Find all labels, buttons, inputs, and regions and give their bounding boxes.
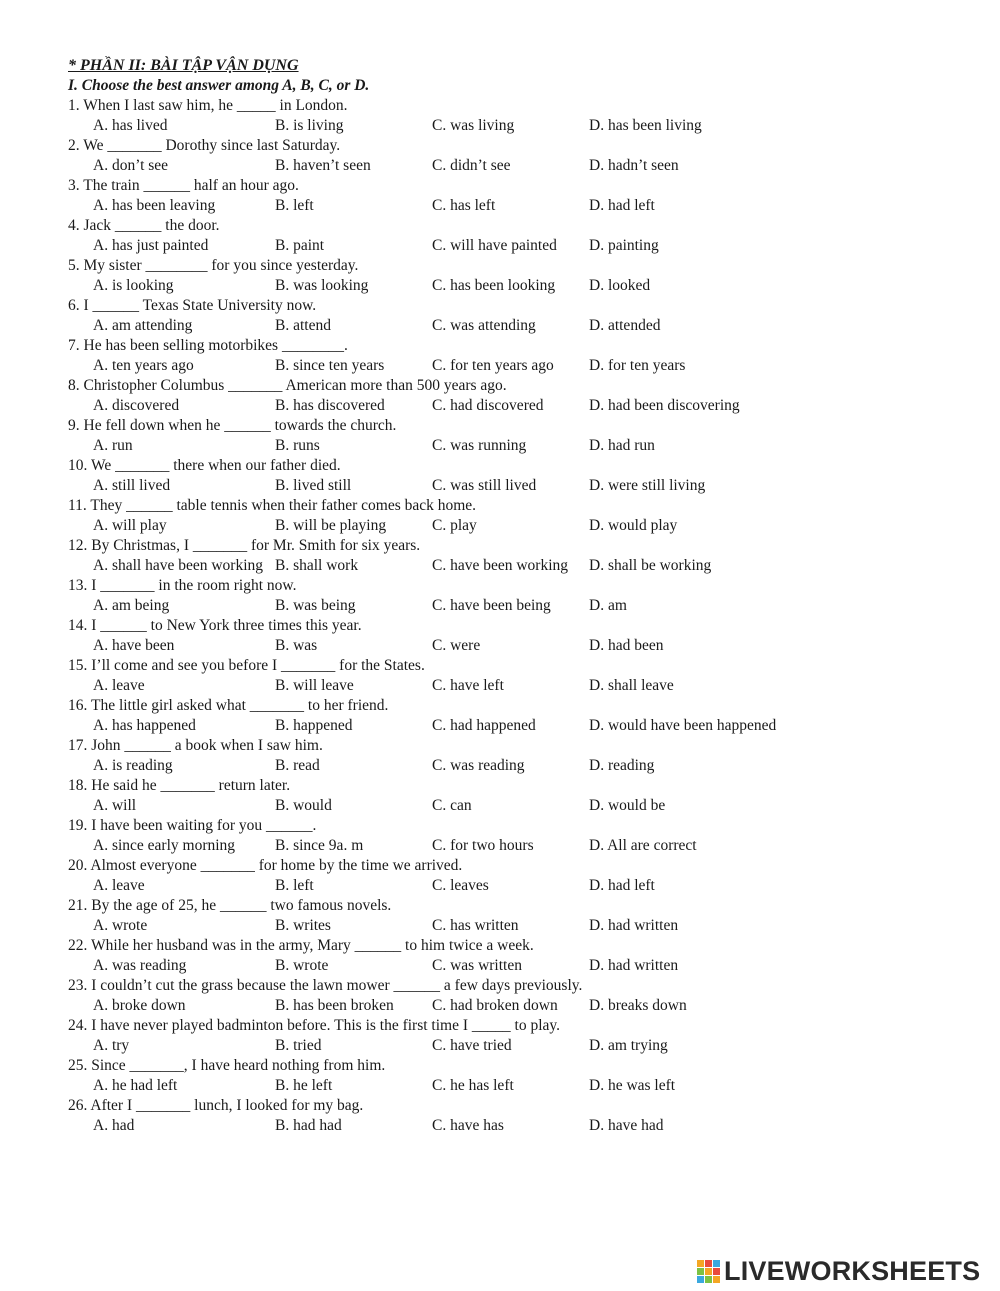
answer-options xyxy=(68,796,968,816)
option-d[interactable]: D. had been xyxy=(589,637,664,654)
option-a[interactable]: A. leave xyxy=(93,877,145,894)
question-4 xyxy=(68,216,968,256)
logo-square xyxy=(713,1260,720,1267)
option-a[interactable]: A. will xyxy=(93,797,137,814)
option-c[interactable]: C. for two hours xyxy=(432,837,534,854)
question-17 xyxy=(68,736,968,776)
logo-text: LIVEWORKSHEETS xyxy=(724,1255,981,1286)
option-d[interactable]: D. shall be working xyxy=(589,557,712,574)
option-a[interactable]: A. will play xyxy=(93,517,167,534)
logo-square xyxy=(713,1276,720,1283)
option-d[interactable]: D. All are correct xyxy=(589,837,697,854)
option-d[interactable]: D. had been discovering xyxy=(589,397,740,414)
option-c[interactable]: C. was reading xyxy=(432,757,525,774)
option-d[interactable]: D. had run xyxy=(589,437,655,454)
option-b[interactable]: B. he left xyxy=(275,1077,333,1094)
question-11 xyxy=(68,496,968,536)
question-stem: 11. They ______ table tennis when their father comes back home. xyxy=(68,497,477,514)
option-a[interactable]: A. still lived xyxy=(93,477,171,494)
option-d[interactable]: D. have had xyxy=(589,1117,664,1134)
option-c[interactable]: C. had broken down xyxy=(432,997,558,1014)
question-stem: 14. I ______ to New York three times this year. xyxy=(68,617,362,634)
option-a[interactable]: A. is reading xyxy=(93,757,173,774)
option-a[interactable]: A. had xyxy=(93,1117,135,1134)
question-26 xyxy=(68,1096,968,1136)
question-stem: 5. My sister ________ for you since yesterday. xyxy=(68,257,359,274)
logo-square xyxy=(705,1276,712,1283)
question-16 xyxy=(68,696,968,736)
question-stem: 1. When I last saw him, he _____ in London. xyxy=(68,97,348,114)
answer-options xyxy=(68,396,968,416)
option-b[interactable]: B. was looking xyxy=(275,277,369,294)
answer-options xyxy=(68,996,968,1016)
question-stem: 13. I _______ in the room right now. xyxy=(68,577,297,594)
option-c[interactable]: C. had happened xyxy=(432,717,536,734)
question-list xyxy=(68,96,968,1136)
answer-options xyxy=(68,756,968,776)
liveworksheets-logo-icon xyxy=(697,1260,720,1283)
answer-options xyxy=(68,156,968,176)
answer-options xyxy=(68,676,968,696)
option-d[interactable]: D. would play xyxy=(589,517,678,534)
option-c[interactable]: C. were xyxy=(432,637,481,654)
question-15 xyxy=(68,656,968,696)
question-stem: 22. While her husband was in the army, Mary ______ to him twice a week. xyxy=(68,937,534,954)
option-b[interactable]: B. has been broken xyxy=(275,997,394,1014)
answer-options xyxy=(68,596,968,616)
option-c[interactable]: C. for ten years ago xyxy=(432,357,554,374)
question-12 xyxy=(68,536,968,576)
option-a[interactable]: A. am attending xyxy=(93,317,193,334)
question-13 xyxy=(68,576,968,616)
option-c[interactable]: C. was living xyxy=(432,117,515,134)
option-d[interactable]: D. looked xyxy=(589,277,651,294)
answer-options xyxy=(68,316,968,336)
option-a[interactable]: A. run xyxy=(93,437,133,454)
option-a[interactable]: A. has just painted xyxy=(93,237,209,254)
question-stem: 17. John ______ a book when I saw him. xyxy=(68,737,323,754)
answer-options xyxy=(68,356,968,376)
section-heading: * PHẦN II: BÀI TẬP VẬN DỤNG xyxy=(68,57,299,74)
worksheet-page xyxy=(68,56,968,1136)
question-stem: 3. The train ______ half an hour ago. xyxy=(68,177,299,194)
option-d[interactable]: D. would have been happened xyxy=(589,717,777,734)
logo-square xyxy=(705,1268,712,1275)
question-22 xyxy=(68,936,968,976)
option-d[interactable]: D. had left xyxy=(589,197,655,214)
option-d[interactable]: D. painting xyxy=(589,237,659,254)
question-stem: 25. Since _______, I have heard nothing from him. xyxy=(68,1057,386,1074)
question-stem: 9. He fell down when he ______ towards the church. xyxy=(68,417,397,434)
question-7 xyxy=(68,336,968,376)
option-a[interactable]: A. shall have been working xyxy=(93,557,264,574)
option-b[interactable]: B. had had xyxy=(275,1117,342,1134)
option-b[interactable]: B. writes xyxy=(275,917,331,934)
option-d[interactable]: D. would be xyxy=(589,797,666,814)
option-b[interactable]: B. will be playing xyxy=(275,517,387,534)
question-24 xyxy=(68,1016,968,1056)
option-c[interactable]: C. leaves xyxy=(432,877,489,894)
option-a[interactable]: A. wrote xyxy=(93,917,148,934)
question-stem: 26. After I _______ lunch, I looked for my bag. xyxy=(68,1097,364,1114)
option-b[interactable]: B. since 9a. m xyxy=(275,837,364,854)
question-stem: 8. Christopher Columbus _______ American more than 500 years ago. xyxy=(68,377,507,394)
option-b[interactable]: B. left xyxy=(275,877,314,894)
option-c[interactable]: C. has left xyxy=(432,197,496,214)
option-c[interactable]: C. have been working xyxy=(432,557,569,574)
option-c[interactable]: C. have has xyxy=(432,1117,504,1134)
answer-options xyxy=(68,196,968,216)
option-b[interactable]: B. will leave xyxy=(275,677,354,694)
question-stem: 7. He has been selling motorbikes ________. xyxy=(68,337,348,354)
option-c[interactable]: C. have been being xyxy=(432,597,551,614)
option-c[interactable]: C. has been looking xyxy=(432,277,556,294)
option-d[interactable]: D. had written xyxy=(589,957,679,974)
logo-square xyxy=(705,1260,712,1267)
answer-options xyxy=(68,516,968,536)
logo-square xyxy=(697,1260,704,1267)
answer-options xyxy=(68,276,968,296)
question-6 xyxy=(68,296,968,336)
option-b[interactable]: B. was xyxy=(275,637,318,654)
option-a[interactable]: A. since early morning xyxy=(93,837,236,854)
option-c[interactable]: C. can xyxy=(432,797,472,814)
question-stem: 19. I have been waiting for you ______. xyxy=(68,817,317,834)
option-b[interactable]: B. attend xyxy=(275,317,331,334)
option-a[interactable]: A. try xyxy=(93,1037,130,1054)
logo-square xyxy=(697,1268,704,1275)
option-d[interactable]: D. were still living xyxy=(589,477,706,494)
option-a[interactable]: A. is looking xyxy=(93,277,174,294)
option-b[interactable]: B. left xyxy=(275,197,314,214)
option-b[interactable]: B. wrote xyxy=(275,957,329,974)
option-b[interactable]: B. lived still xyxy=(275,477,352,494)
option-a[interactable]: A. was reading xyxy=(93,957,187,974)
option-c[interactable]: C. was written xyxy=(432,957,522,974)
option-a[interactable]: A. am being xyxy=(93,597,170,614)
answer-options xyxy=(68,436,968,456)
question-21 xyxy=(68,896,968,936)
option-b[interactable]: B. haven’t seen xyxy=(275,157,371,174)
question-9 xyxy=(68,416,968,456)
question-20 xyxy=(68,856,968,896)
question-stem: 21. By the age of 25, he ______ two famous novels. xyxy=(68,897,392,914)
option-c[interactable]: C. was attending xyxy=(432,317,536,334)
option-d[interactable]: D. am xyxy=(589,597,627,614)
answer-options xyxy=(68,956,968,976)
answer-options xyxy=(68,876,968,896)
question-stem: 10. We _______ there when our father died. xyxy=(68,457,341,474)
question-23 xyxy=(68,976,968,1016)
question-1 xyxy=(68,96,968,136)
option-d[interactable]: D. had written xyxy=(589,917,679,934)
question-stem: 18. He said he _______ return later. xyxy=(68,777,291,794)
answer-options xyxy=(68,716,968,736)
option-c[interactable]: C. he has left xyxy=(432,1077,514,1094)
liveworksheets-logo xyxy=(697,1256,980,1286)
question-3 xyxy=(68,176,968,216)
option-d[interactable]: D. had left xyxy=(589,877,655,894)
question-25 xyxy=(68,1056,968,1096)
option-b[interactable]: B. happened xyxy=(275,717,353,734)
answer-options xyxy=(68,916,968,936)
question-5 xyxy=(68,256,968,296)
answer-options xyxy=(68,836,968,856)
answer-options xyxy=(68,556,968,576)
option-a[interactable]: A. has been leaving xyxy=(93,197,216,214)
option-a[interactable]: A. leave xyxy=(93,677,145,694)
option-a[interactable]: A. discovered xyxy=(93,397,180,414)
question-stem: 12. By Christmas, I _______ for Mr. Smith for six years. xyxy=(68,537,421,554)
answer-options xyxy=(68,636,968,656)
answer-options xyxy=(68,236,968,256)
option-b[interactable]: B. paint xyxy=(275,237,325,254)
option-b[interactable]: B. is living xyxy=(275,117,344,134)
option-d[interactable]: D. am trying xyxy=(589,1037,668,1054)
question-10 xyxy=(68,456,968,496)
question-stem: 2. We _______ Dorothy since last Saturday. xyxy=(68,137,341,154)
option-b[interactable]: B. runs xyxy=(275,437,320,454)
option-c[interactable]: C. has written xyxy=(432,917,519,934)
option-a[interactable]: A. has happened xyxy=(93,717,196,734)
option-d[interactable]: D. hadn’t seen xyxy=(589,157,679,174)
option-c[interactable]: C. didn’t see xyxy=(432,157,511,174)
question-stem: 24. I have never played badminton before. This is the first time I _____ to play. xyxy=(68,1017,561,1034)
question-19 xyxy=(68,816,968,856)
option-d[interactable]: D. has been living xyxy=(589,117,702,134)
option-a[interactable]: A. don’t see xyxy=(93,157,169,174)
question-stem: 16. The little girl asked what _______ to her friend. xyxy=(68,697,389,714)
question-14 xyxy=(68,616,968,656)
option-d[interactable]: D. for ten years xyxy=(589,357,686,374)
option-c[interactable]: C. have left xyxy=(432,677,504,694)
option-a[interactable]: A. he had left xyxy=(93,1077,178,1094)
option-a[interactable]: A. ten years ago xyxy=(93,357,194,374)
answer-options xyxy=(68,1116,968,1136)
option-b[interactable]: B. was being xyxy=(275,597,356,614)
answer-options xyxy=(68,1036,968,1056)
question-stem: 15. I’ll come and see you before I _______ for the States. xyxy=(68,657,425,674)
question-stem: 4. Jack ______ the door. xyxy=(68,217,220,234)
answer-options xyxy=(68,476,968,496)
logo-square xyxy=(697,1276,704,1283)
option-c[interactable]: C. was running xyxy=(432,437,527,454)
answer-options xyxy=(68,1076,968,1096)
question-stem: 23. I couldn’t cut the grass because the lawn mower ______ a few days previously. xyxy=(68,977,583,994)
logo-square xyxy=(713,1268,720,1275)
question-2 xyxy=(68,136,968,176)
question-stem: 20. Almost everyone _______ for home by the time we arrived. xyxy=(68,857,463,874)
option-d[interactable]: D. attended xyxy=(589,317,661,334)
question-8 xyxy=(68,376,968,416)
option-c[interactable]: C. had discovered xyxy=(432,397,544,414)
option-a[interactable]: A. broke down xyxy=(93,997,186,1014)
option-c[interactable]: C. play xyxy=(432,517,477,534)
option-c[interactable]: C. will have painted xyxy=(432,237,557,254)
option-d[interactable]: D. reading xyxy=(589,757,655,774)
option-b[interactable]: B. tried xyxy=(275,1037,322,1054)
option-c[interactable]: C. was still lived xyxy=(432,477,537,494)
answer-options xyxy=(68,116,968,136)
option-b[interactable]: B. read xyxy=(275,757,320,774)
option-d[interactable]: D. breaks down xyxy=(589,997,687,1014)
option-a[interactable]: A. has lived xyxy=(93,117,168,134)
instruction: I. Choose the best answer among A, B, C, or D. xyxy=(68,77,370,94)
option-a[interactable]: A. have been xyxy=(93,637,175,654)
option-d[interactable]: D. he was left xyxy=(589,1077,676,1094)
question-18 xyxy=(68,776,968,816)
option-c[interactable]: C. have tried xyxy=(432,1037,512,1054)
option-d[interactable]: D. shall leave xyxy=(589,677,674,694)
option-b[interactable]: B. shall work xyxy=(275,557,359,574)
question-stem: 6. I ______ Texas State University now. xyxy=(68,297,317,314)
option-b[interactable]: B. since ten years xyxy=(275,357,385,374)
option-b[interactable]: B. would xyxy=(275,797,332,814)
option-b[interactable]: B. has discovered xyxy=(275,397,385,414)
